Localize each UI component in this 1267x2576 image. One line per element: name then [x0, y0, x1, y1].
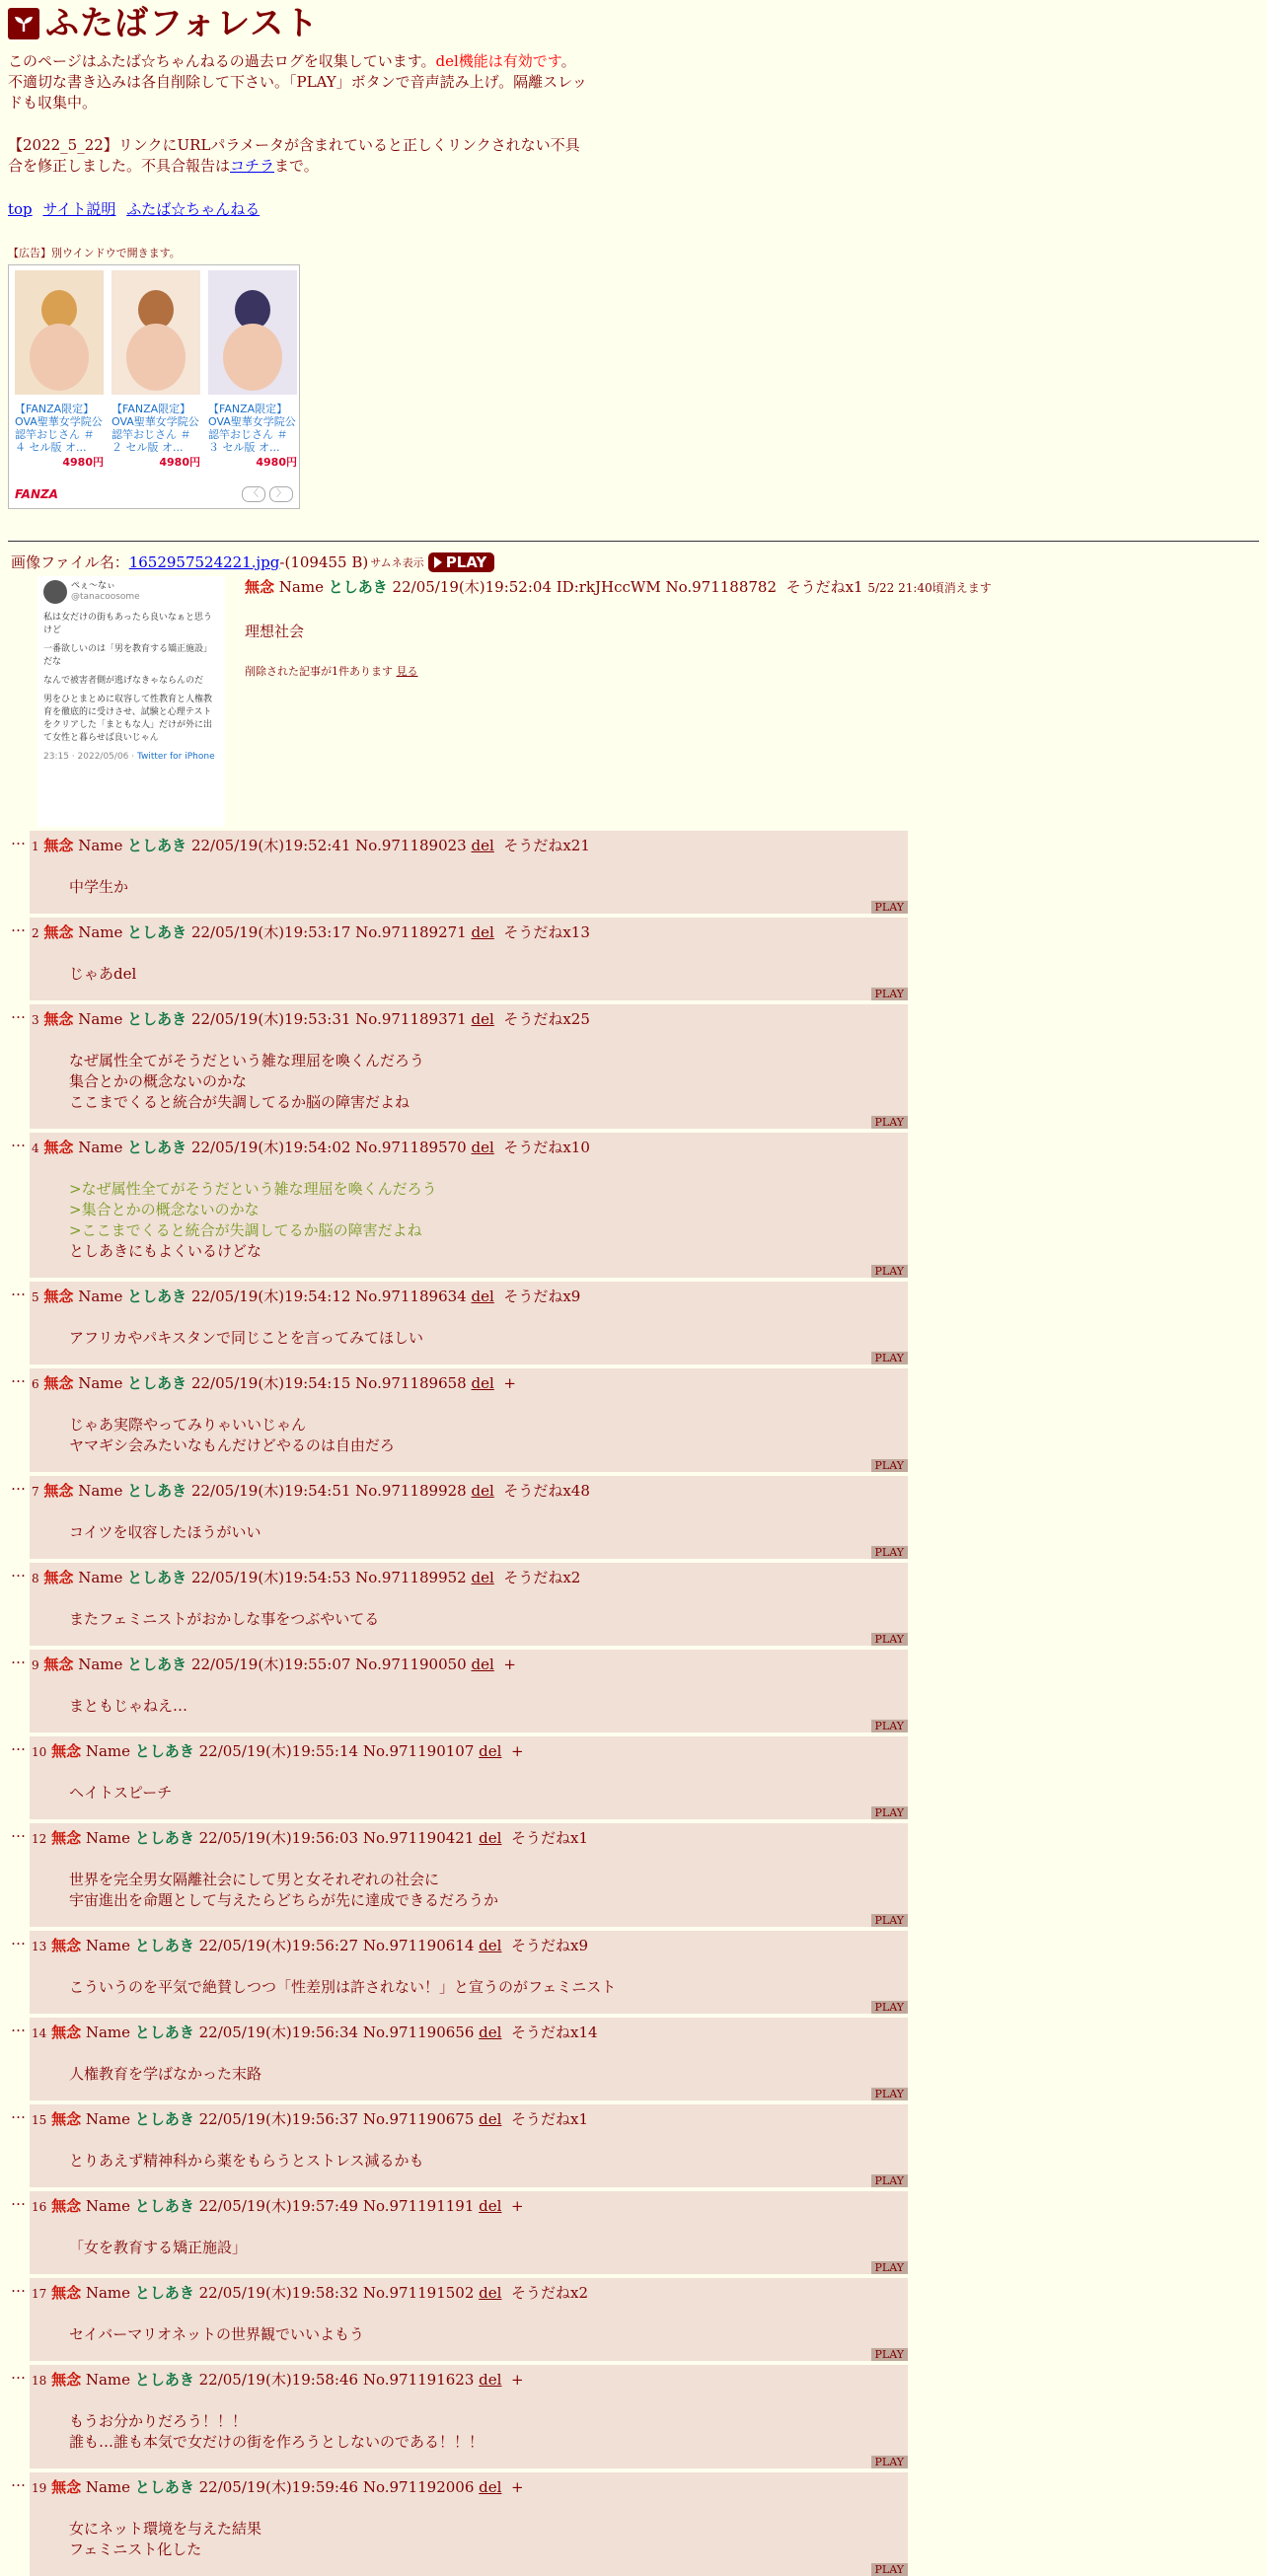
quote-line: >なぜ属性全てがそうだという雑な理屈を喚くんだろう	[69, 1180, 437, 1198]
reply-menu-icon[interactable]: …	[11, 2104, 25, 2122]
reply-row	[8, 1282, 1259, 1364]
reply-date: 22/05/19(木)19:54:15 No.971189658	[190, 1374, 467, 1392]
ad-title[interactable]: 【FANZA限定】OVA聖華女学院公認竿おじさん ＃２ セル版 オ...	[112, 403, 199, 454]
reply-number: 12	[32, 1832, 47, 1846]
reply-date: 22/05/19(木)19:55:07 No.971190050	[190, 1656, 467, 1673]
reply-play-button[interactable]: PLAY	[871, 2456, 908, 2468]
ad-caption: 【広告】別ウインドウで開きます。	[8, 247, 181, 259]
reply-line: 人権教育を学ばなかった末路	[69, 2065, 262, 2083]
reply-row	[8, 2104, 1259, 2187]
reply-date: 22/05/19(木)19:53:31 No.971189371	[190, 1010, 467, 1028]
ad-price: 4980円	[62, 456, 104, 469]
reply-menu-icon[interactable]: …	[11, 2472, 25, 2490]
reply-date: 22/05/19(木)19:54:51 No.971189928	[190, 1482, 467, 1500]
reply-body	[69, 2151, 908, 2187]
site-header	[8, 6, 1259, 41]
soudane-button[interactable]: +	[510, 1742, 524, 1760]
reply-header: 9 無念 Name としあき 22/05/19(木)19:55:07 No.971190050 del +	[32, 1656, 516, 1673]
del-button[interactable]: del	[479, 1829, 502, 1847]
ad-price: 4980円	[159, 456, 200, 469]
reply-date: 22/05/19(木)19:54:53 No.971189952	[190, 1569, 467, 1586]
reply-play-button[interactable]: PLAY	[871, 901, 908, 914]
reply-play-button[interactable]: PLAY	[871, 988, 908, 1000]
reply-body	[69, 2519, 908, 2576]
avatar	[43, 580, 67, 604]
reply-play-button[interactable]: PLAY	[871, 1459, 908, 1472]
reply-line: もうお分かりだろう！！！	[69, 2412, 248, 2430]
reply-body	[69, 1179, 908, 1278]
reply-number: 3	[32, 1013, 39, 1027]
quote-line: >集合とかの概念ないのかな	[69, 1201, 260, 1218]
reply-post	[30, 1563, 908, 1646]
reply-menu-icon[interactable]: …	[11, 1931, 25, 1949]
reply-line: ここまでくると統合が失調してるか脳の障害だよね	[69, 1093, 410, 1111]
soudane-button[interactable]: そうだねx25	[503, 1010, 590, 1028]
file-info: 画像ファイル名： 1652957524221.jpg -(109455 B) サムネ表示 PLAY	[11, 552, 1259, 572]
reply-body	[69, 2238, 908, 2274]
soudane-button[interactable]: +	[510, 2197, 524, 2215]
reply-header: 2 無念 Name としあき 22/05/19(木)19:53:17 No.971189271 del そうだねx13	[32, 923, 590, 941]
reply-line: セイバーマリオネットの世界観でいいよもう	[69, 2325, 364, 2343]
reply-post	[30, 1476, 908, 1559]
reply-post	[30, 918, 908, 1000]
reply-post	[30, 1736, 908, 1819]
reply-row	[8, 1563, 1259, 1646]
reply-menu-icon[interactable]: …	[11, 1282, 25, 1299]
op-header: 無念 Name としあき 22/05/19(木)19:52:04 ID:rkJHccWM No.971188782 そうだねx1 5/22 21:40頃消えます	[245, 578, 992, 596]
soudane-button[interactable]: そうだねx1	[510, 2110, 588, 2128]
ad-item[interactable]	[112, 270, 200, 470]
del-button[interactable]: del	[471, 1010, 494, 1028]
reply-post	[30, 831, 908, 914]
reply-menu-icon[interactable]: …	[11, 2018, 25, 2035]
reply-body	[69, 877, 908, 914]
del-button[interactable]: del	[479, 2197, 502, 2215]
reply-menu-icon[interactable]: …	[11, 1133, 25, 1150]
del-button[interactable]: del	[471, 837, 494, 854]
update-notice: 【2022_5_22】リンクにURLパラメータが含まれていると正しくリンクされない不具合を修正しました。不具合報告はコチラまで。	[8, 136, 580, 175]
reply-line: アフリカやパキスタンで同じことを言ってみてほしい	[69, 1329, 423, 1347]
reply-number: 17	[32, 2287, 47, 2301]
reply-post	[30, 1931, 908, 2014]
del-button[interactable]: del	[479, 2478, 502, 2496]
reply-play-button[interactable]: PLAY	[871, 2001, 908, 2014]
reply-body	[69, 1870, 908, 1927]
reply-menu-icon[interactable]: …	[11, 2191, 25, 2209]
reply-header: 10 無念 Name としあき 22/05/19(木)19:55:14 No.971190107 del +	[32, 1742, 524, 1760]
reply-date: 22/05/19(木)19:57:49 No.971191191	[198, 2197, 475, 2215]
reply-number: 14	[32, 2026, 47, 2040]
reply-header: 1 無念 Name としあき 22/05/19(木)19:52:41 No.971189023 del そうだねx21	[32, 837, 590, 854]
reply-date: 22/05/19(木)19:56:34 No.971190656	[198, 2024, 475, 2041]
reply-row	[8, 1004, 1259, 1129]
del-enabled-note: del機能は有効です	[435, 52, 561, 70]
quote-line: >ここまでくると統合が失調してるか脳の障害だよね	[69, 1221, 422, 1239]
report-link[interactable]: コチラ	[230, 157, 275, 175]
reply-line: とりあえず精神科から薬をもらうとストレス減るかも	[69, 2152, 424, 2170]
reply-row	[8, 1476, 1259, 1559]
reply-number: 8	[32, 1572, 39, 1585]
del-button[interactable]: del	[471, 923, 494, 941]
reply-date: 22/05/19(木)19:59:46 No.971192006	[198, 2478, 475, 2496]
soudane-button[interactable]: そうだねx10	[503, 1139, 590, 1156]
reply-row	[8, 2191, 1259, 2274]
reply-header: 3 無念 Name としあき 22/05/19(木)19:53:31 No.971189371 del そうだねx25	[32, 1010, 590, 1028]
reply-number: 13	[32, 1940, 47, 1953]
reply-header: 6 無念 Name としあき 22/05/19(木)19:54:15 No.971189658 del +	[32, 1374, 516, 1392]
reply-post	[30, 2018, 908, 2100]
reply-date: 22/05/19(木)19:53:17 No.971189271	[190, 923, 467, 941]
reply-row	[8, 2472, 1259, 2576]
del-button[interactable]: del	[471, 1482, 494, 1500]
reply-number: 18	[32, 2374, 47, 2388]
reply-number: 10	[32, 1745, 47, 1759]
reply-menu-icon[interactable]: …	[11, 1823, 25, 1841]
reply-header: 15 無念 Name としあき 22/05/19(木)19:56:37 No.971190675 del そうだねx1	[32, 2110, 588, 2128]
reply-play-button[interactable]: PLAY	[871, 1546, 908, 1559]
del-button[interactable]: del	[479, 2024, 502, 2041]
reply-number: 7	[32, 1485, 39, 1499]
reply-body	[69, 2324, 908, 2361]
play-icon	[434, 556, 442, 568]
reply-menu-icon[interactable]: …	[11, 1563, 25, 1581]
reply-menu-icon[interactable]: …	[11, 1736, 25, 1754]
reply-row	[8, 1133, 1259, 1278]
reply-line: 宇宙進出を命題として与えたらどちらが先に達成できるだろうか	[69, 1891, 499, 1909]
reply-header: 18 無念 Name としあき 22/05/19(木)19:58:46 No.971191623 del +	[32, 2371, 524, 2389]
reply-body	[69, 1522, 908, 1559]
reply-line: まともじゃねえ…	[69, 1697, 188, 1715]
reply-menu-icon[interactable]: …	[11, 2365, 25, 2383]
reply-line: ヘイトスピーチ	[69, 1784, 173, 1802]
reply-play-button[interactable]: PLAY	[871, 1633, 908, 1646]
reply-body	[69, 2411, 908, 2468]
reply-play-button[interactable]: PLAY	[871, 1806, 908, 1819]
reply-body	[69, 964, 908, 1000]
reply-play-button[interactable]: PLAY	[871, 2261, 908, 2274]
ad-thumbnail[interactable]	[15, 270, 104, 395]
ad-thumbnail[interactable]	[208, 270, 297, 395]
intro-text: このページはふたば☆ちゃんねるの過去ログを収集しています。del機能は有効です。不適切な書き込みは各自削除して下さい。「PLAY」ボタンで音声読み上げ。隔離スレッドも収集中。	[8, 52, 587, 111]
reply-row	[8, 1368, 1259, 1472]
ad-title[interactable]: 【FANZA限定】OVA聖華女学院公認竿おじさん ＃４ セル版 オ...	[15, 403, 103, 454]
ad-box	[8, 264, 300, 509]
reply-date: 22/05/19(木)19:54:02 No.971189570	[190, 1139, 467, 1156]
reply-line: フェミニスト化した	[69, 2540, 202, 2558]
reply-number: 15	[32, 2113, 47, 2127]
reply-post	[30, 2472, 908, 2576]
reply-body	[69, 1415, 908, 1472]
reply-play-button[interactable]: PLAY	[871, 2348, 908, 2361]
reply-header: 14 無念 Name としあき 22/05/19(木)19:56:34 No.971190656 del そうだねx14	[32, 2024, 598, 2041]
reply-row	[8, 831, 1259, 914]
reply-row	[8, 1650, 1259, 1732]
del-button[interactable]: del	[471, 1569, 494, 1586]
reply-body	[69, 1783, 908, 1819]
reply-line: 誰も…誰も本気で女だけの街を作ろうとしないのである！！！	[69, 2433, 484, 2451]
reply-play-button[interactable]: PLAY	[871, 2088, 908, 2100]
reply-header: 19 無念 Name としあき 22/05/19(木)19:59:46 No.971192006 del +	[32, 2478, 524, 2496]
soudane-button[interactable]: +	[510, 2371, 524, 2389]
ad-item[interactable]	[208, 270, 297, 470]
del-button[interactable]: del	[479, 2371, 502, 2389]
site-title: ふたばフォレスト	[45, 4, 320, 43]
reply-number: 5	[32, 1290, 39, 1304]
reply-row	[8, 1823, 1259, 1927]
reply-play-button[interactable]: PLAY	[871, 2563, 908, 2576]
thumbnail-note: サムネ表示	[370, 555, 424, 569]
reply-menu-icon[interactable]: …	[11, 831, 25, 848]
fanza-logo[interactable]: FANZA	[15, 487, 58, 501]
soudane-button[interactable]: +	[503, 1656, 516, 1673]
reply-post	[30, 2104, 908, 2187]
del-button[interactable]: del	[479, 1937, 502, 1954]
reply-number: 19	[32, 2481, 47, 2495]
divider	[8, 541, 1259, 542]
ad-next-button[interactable]: 〉	[269, 486, 293, 502]
ad-price: 4980円	[256, 456, 297, 469]
soudane-button[interactable]: そうだねx9	[510, 1937, 588, 1954]
del-button[interactable]: del	[471, 1139, 494, 1156]
reply-date: 22/05/19(木)19:55:14 No.971190107	[198, 1742, 475, 1760]
reply-body	[69, 1328, 908, 1364]
reply-number: 1	[32, 840, 39, 853]
reply-row	[8, 2278, 1259, 2361]
reply-body	[69, 1609, 908, 1646]
reply-body	[69, 1696, 908, 1732]
reply-date: 22/05/19(木)19:58:32 No.971191502	[198, 2284, 475, 2302]
op-post	[8, 576, 1259, 827]
reply-header: 7 無念 Name としあき 22/05/19(木)19:54:51 No.971189928 del そうだねx48	[32, 1482, 590, 1500]
deleted-note: 削除された記事が1件あります 見る	[245, 665, 418, 678]
soudane-button[interactable]: そうだねx21	[503, 837, 590, 854]
reply-post	[30, 1650, 908, 1732]
del-button[interactable]: del	[471, 1374, 494, 1392]
reply-date: 22/05/19(木)19:54:12 No.971189634	[190, 1288, 467, 1305]
reply-line: ヤマギシ会みたいなもんだけどやるのは自由だろ	[69, 1436, 395, 1454]
top-link[interactable]: top	[8, 200, 33, 218]
reply-menu-icon[interactable]: …	[11, 1650, 25, 1667]
reply-line: じゃあ実際やってみりゃいいじゃん	[69, 1416, 307, 1434]
expire-note: 5/22 21:40頃消えます	[867, 581, 992, 595]
reply-header: 17 無念 Name としあき 22/05/19(木)19:58:32 No.971191502 del そうだねx2	[32, 2284, 588, 2302]
reply-menu-icon[interactable]: …	[11, 2278, 25, 2296]
reply-menu-icon[interactable]: …	[11, 1476, 25, 1494]
reply-line: 「女を教育する矯正施設」	[69, 2239, 248, 2256]
reply-row	[8, 1736, 1259, 1819]
reply-header: 12 無念 Name としあき 22/05/19(木)19:56:03 No.971190421 del そうだねx1	[32, 1829, 588, 1847]
reply-post	[30, 1368, 908, 1472]
show-deleted-link[interactable]: 見る	[396, 665, 418, 678]
reply-row	[8, 2365, 1259, 2468]
soudane-button[interactable]: そうだねx14	[510, 2024, 598, 2041]
reply-body	[69, 2064, 908, 2100]
reply-play-button[interactable]: PLAY	[871, 1265, 908, 1278]
reply-header: 16 無念 Name としあき 22/05/19(木)19:57:49 No.971191191 del +	[32, 2197, 524, 2215]
ad-title[interactable]: 【FANZA限定】OVA聖華女学院公認竿おじさん ＃３ セル版 オ...	[208, 403, 296, 454]
sprout-icon	[8, 8, 39, 39]
reply-body	[69, 1977, 908, 2014]
image-file-link[interactable]: 1652957524221.jpg	[128, 552, 280, 571]
soudane-button[interactable]: そうだねx9	[503, 1288, 581, 1305]
soudane-button[interactable]: +	[510, 2478, 524, 2496]
reply-body	[69, 1051, 908, 1129]
reply-line: じゃあdel	[69, 965, 137, 983]
reply-line: コイツを収容したほうがいい	[69, 1523, 261, 1541]
reply-row	[8, 2018, 1259, 2100]
reply-line: 中学生か	[69, 878, 129, 896]
reply-header: 4 無念 Name としあき 22/05/19(木)19:54:02 No.971189570 del そうだねx10	[32, 1139, 590, 1156]
reply-line: 女にネット環境を与えた結果	[69, 2520, 262, 2538]
reply-line: 集合とかの概念ないのかな	[69, 1072, 248, 1090]
reply-header: 5 無念 Name としあき 22/05/19(木)19:54:12 No.971189634 del そうだねx9	[32, 1288, 581, 1305]
reply-play-button[interactable]: PLAY	[871, 2174, 908, 2187]
del-button[interactable]: del	[471, 1288, 494, 1305]
soudane-button[interactable]: そうだねx1	[510, 1829, 588, 1847]
reply-post	[30, 1823, 908, 1927]
reply-post	[30, 2365, 908, 2468]
reply-play-button[interactable]: PLAY	[871, 1914, 908, 1927]
del-button[interactable]: del	[479, 2284, 502, 2302]
soudane-button[interactable]: そうだねx2	[503, 1569, 581, 1586]
reply-post	[30, 2278, 908, 2361]
reply-number: 4	[32, 1141, 39, 1155]
reply-header: 8 無念 Name としあき 22/05/19(木)19:54:53 No.971189952 del そうだねx2	[32, 1569, 581, 1586]
reply-number: 6	[32, 1377, 39, 1391]
ad-thumbnail[interactable]	[112, 270, 200, 395]
reply-menu-icon[interactable]: …	[11, 1004, 25, 1022]
reply-line: 世界を完全男女隔離社会にして男と女それぞれの社会に	[69, 1871, 440, 1888]
reply-header: 13 無念 Name としあき 22/05/19(木)19:56:27 No.971190614 del そうだねx9	[32, 1937, 588, 1954]
soudane-button[interactable]: そうだねx48	[503, 1482, 590, 1500]
reply-date: 22/05/19(木)19:58:46 No.971191623	[198, 2371, 475, 2389]
op-image[interactable]: ぺぇ〜なぃ @tanacoosome 私は女だけの街もあったら良いなぁと思うけど 一番欲しいのは「男を教育する矯正施設」だな なんで被害者側が逃げなきゃならんのだ 男をひとまとめに収容して性教育と人権教育を徹底的に受けさせ、試験と心理テストをクリアした「まともな人」だけが外に出て女性と暮らせば良いじゃん 23:15 · 2022/05/06 · Twitter for iPhone	[37, 576, 225, 827]
reply-play-button[interactable]: PLAY	[871, 1352, 908, 1364]
reply-post	[30, 1282, 908, 1364]
reply-number: 2	[32, 926, 39, 940]
reply-line: としあきにもよくいるけどな	[69, 1242, 262, 1260]
del-button[interactable]: del	[471, 1656, 494, 1673]
reply-date: 22/05/19(木)19:52:41 No.971189023	[190, 837, 467, 854]
del-button[interactable]: del	[479, 2110, 502, 2128]
soudane-button[interactable]: そうだねx13	[503, 923, 590, 941]
ad-prev-button[interactable]: 〈	[242, 486, 265, 502]
play-button[interactable]: PLAY	[428, 552, 495, 572]
reply-date: 22/05/19(木)19:56:37 No.971190675	[198, 2110, 475, 2128]
ad-item[interactable]	[15, 270, 104, 470]
del-button[interactable]: del	[479, 1742, 502, 1760]
about-link[interactable]: サイト説明	[42, 200, 116, 218]
reply-row	[8, 1931, 1259, 2014]
reply-line: またフェミニストがおかしな事をつぶやいてる	[69, 1610, 380, 1628]
reply-play-button[interactable]: PLAY	[871, 1720, 908, 1732]
op-text: 理想社会	[245, 623, 305, 640]
reply-number: 9	[32, 1658, 39, 1672]
reply-number: 16	[32, 2200, 47, 2214]
reply-line: なぜ属性全てがそうだという雑な理屈を喚くんだろう	[69, 1052, 425, 1069]
reply-date: 22/05/19(木)19:56:03 No.971190421	[198, 1829, 475, 1847]
reply-post	[30, 2191, 908, 2274]
reply-post	[30, 1004, 908, 1129]
soudane-button[interactable]: そうだねx2	[510, 2284, 588, 2302]
reply-menu-icon[interactable]: …	[11, 1368, 25, 1386]
reply-date: 22/05/19(木)19:56:27 No.971190614	[198, 1937, 475, 1954]
futaba-link[interactable]: ふたば☆ちゃんねる	[126, 200, 261, 218]
soudane-button[interactable]: +	[503, 1374, 516, 1392]
reply-play-button[interactable]: PLAY	[871, 1116, 908, 1129]
reply-line: こういうのを平気で絶賛しつつ「性差別は許されない！」と宣うのがフェミニスト	[69, 1978, 617, 1996]
reply-post	[30, 1133, 908, 1278]
reply-row	[8, 918, 1259, 1000]
reply-menu-icon[interactable]: …	[11, 918, 25, 935]
soudane-button[interactable]: そうだねx1	[785, 578, 863, 596]
nav-links	[8, 198, 1259, 219]
reply-list	[8, 831, 1259, 2576]
